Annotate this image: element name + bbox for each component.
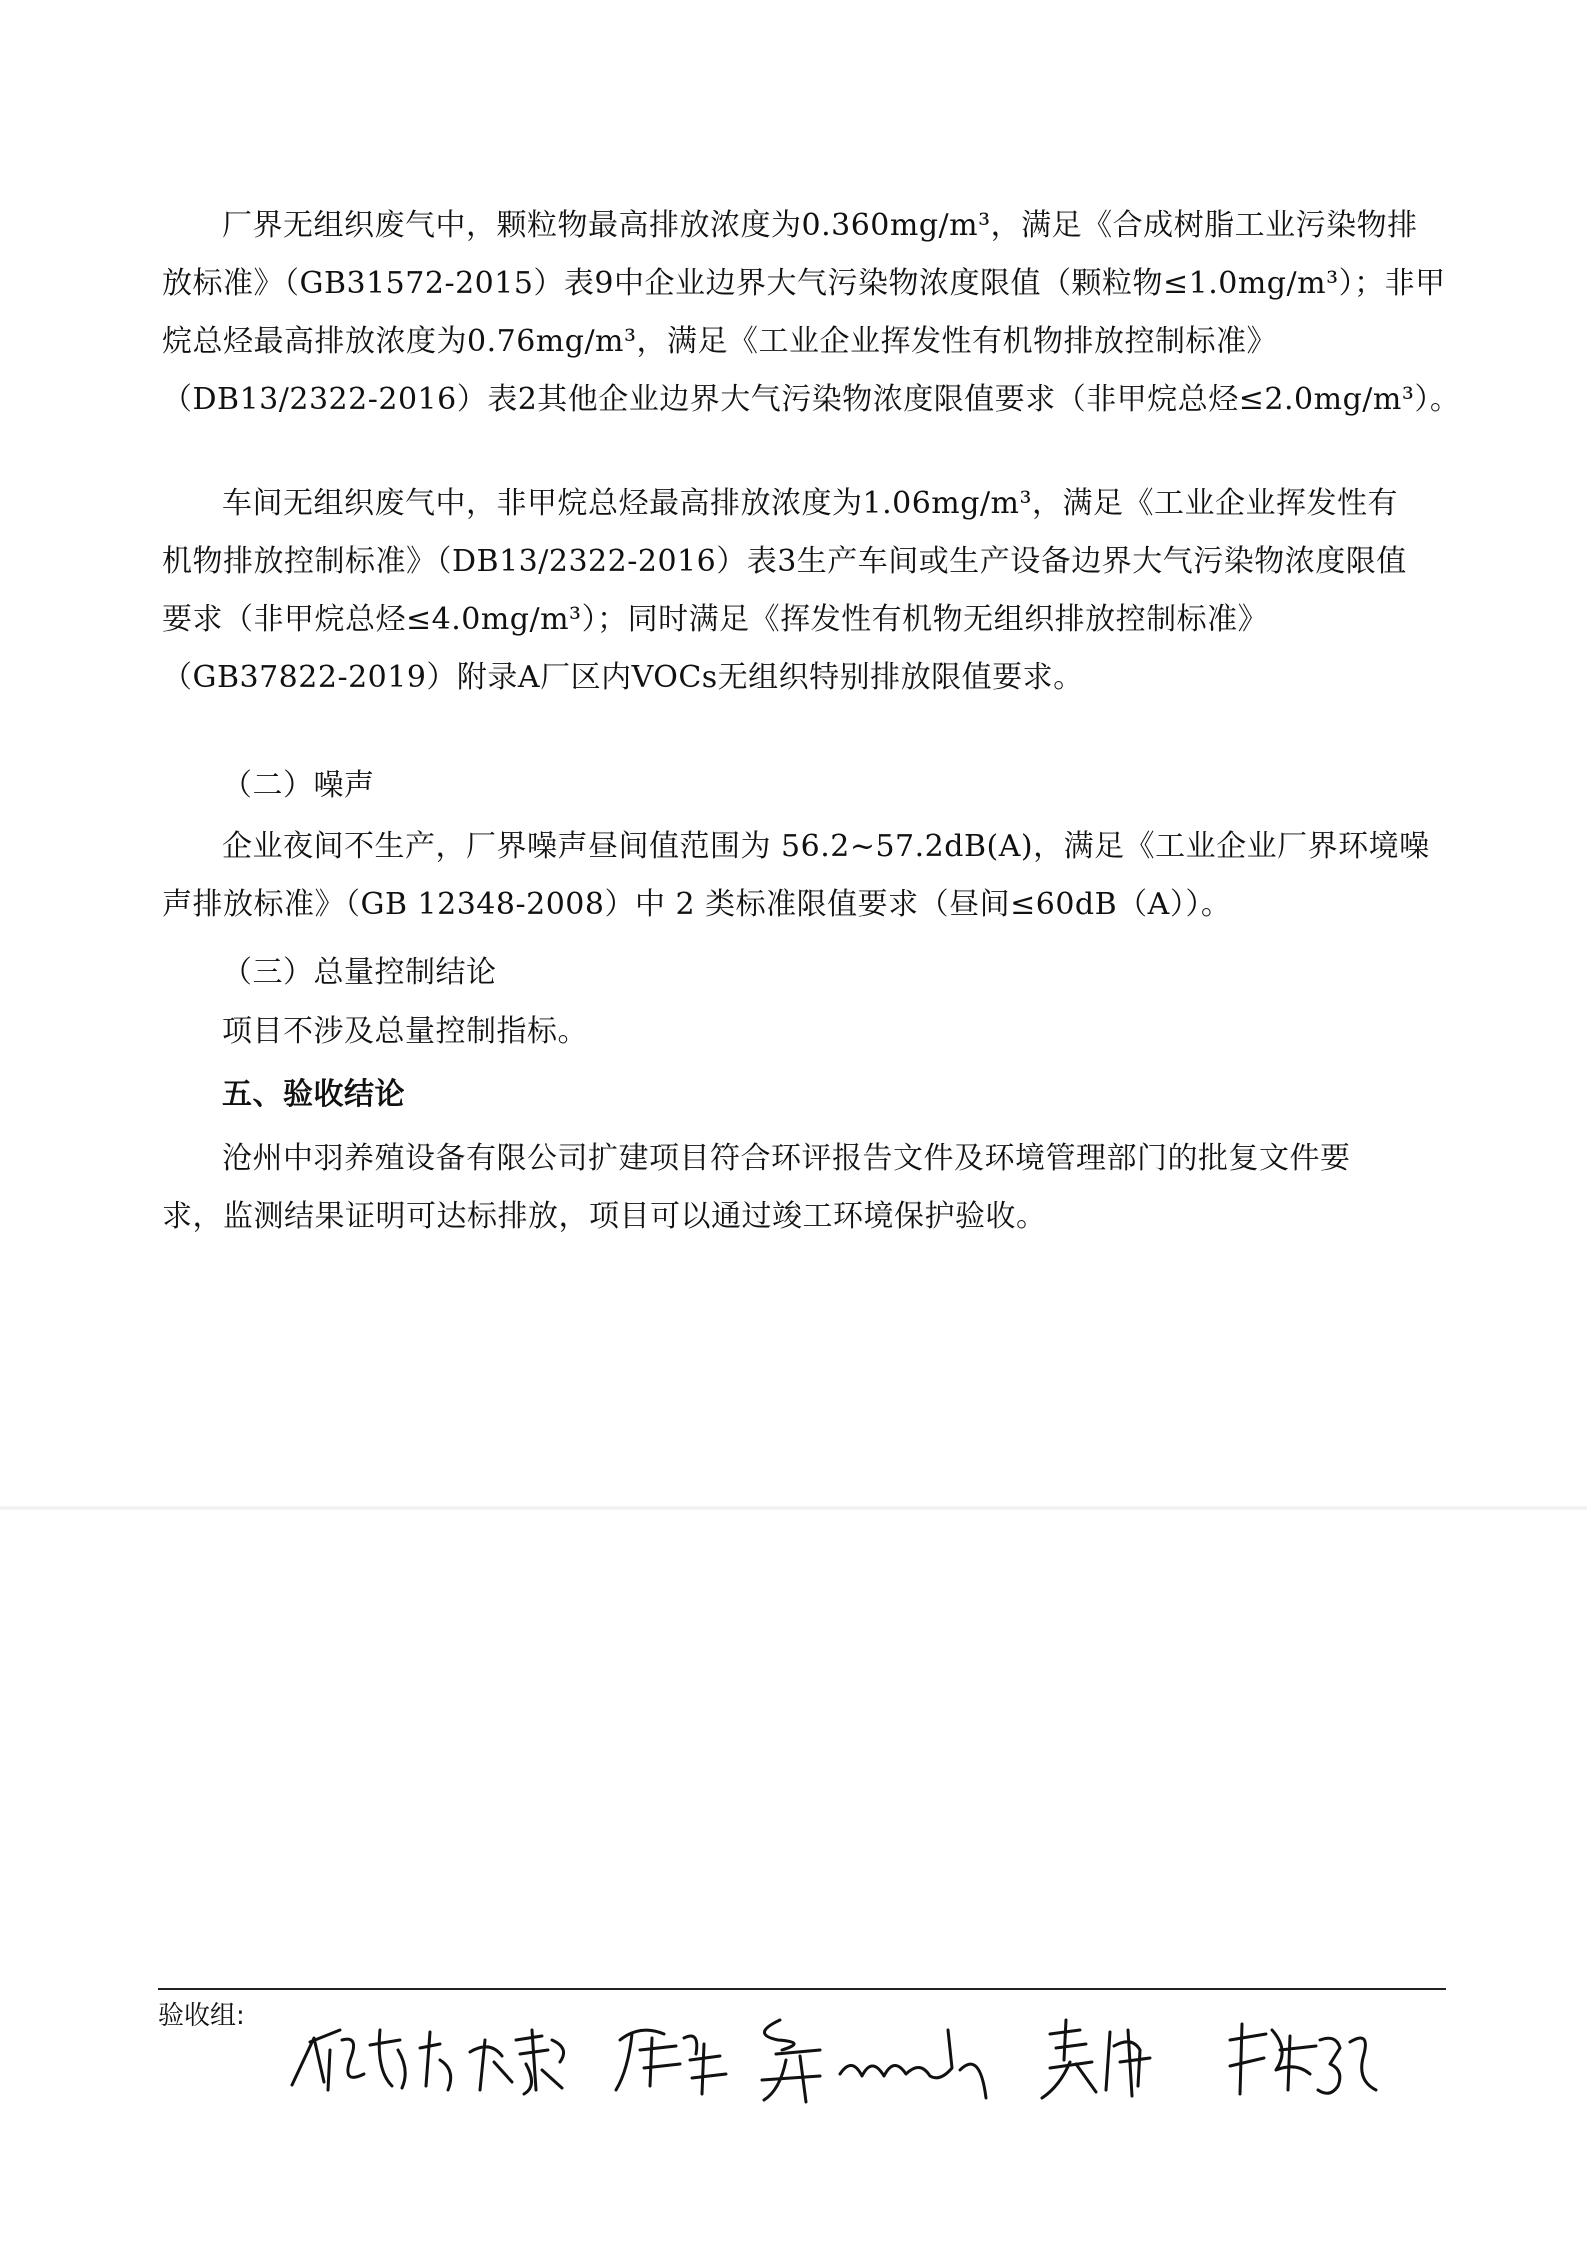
section-heading: 五、验收结论 <box>222 1077 405 1112</box>
signature-label: 验收组: <box>158 2001 245 2031</box>
signature-6 <box>1230 2024 1376 2094</box>
section-heading: （二）噪声 <box>222 768 375 803</box>
text-line: 求，监测结果证明可达标排放，项目可以通过竣工环境保护验收。 <box>162 1199 1047 1234</box>
paragraph-total-control <box>162 1003 1442 1061</box>
section-heading: （三）总量控制结论 <box>222 955 497 990</box>
paragraph-noise <box>162 818 1442 934</box>
text-line: 要求（非甲烷总烃≤4.0mg/m³）；同时满足《挥发性有机物无组织排放控制标准》 <box>162 602 1269 637</box>
text-line: 放标准》（GB31572-2015）表9中企业边界大气污染物浓度限值（颗粒物≤1.0mg/m³）；非甲 <box>162 266 1446 301</box>
paragraph-workshop-emissions <box>162 475 1442 707</box>
text-line: 车间无组织废气中，非甲烷总烃最高排放浓度为1.06mg/m³，满足《工业企业挥发性有 <box>222 486 1399 521</box>
signature-5 <box>1042 2020 1150 2098</box>
text-line: 项目不涉及总量控制指标。 <box>222 1014 588 1049</box>
signature-3 <box>616 2030 726 2094</box>
conclusion-heading <box>162 1066 1442 1124</box>
signature-4 <box>762 2020 986 2102</box>
text-line: 机物排放控制标准》（DB13/2322-2016）表3生产车间或生产设备边界大气污染物浓度限值 <box>162 544 1407 579</box>
text-line: 企业夜间不生产，厂界噪声昼间值范围为 56.2~57.2dB(A)，满足《工业企业厂界环境噪 <box>222 829 1430 864</box>
paragraph-boundary-emissions <box>162 197 1461 429</box>
scan-artifact <box>0 1506 1587 1510</box>
text-line: （GB37822-2019）附录A厂区内VOCs无组织特别排放限值要求。 <box>162 660 1084 695</box>
noise-heading <box>162 757 1442 815</box>
text-line: 烷总烃最高排放浓度为0.76mg/m³，满足《工业企业挥发性有机物排放控制标准》 <box>162 324 1278 359</box>
paragraph-conclusion <box>162 1130 1442 1246</box>
text-line: （DB13/2322-2016）表2其他企业边界大气污染物浓度限值要求（非甲烷总烃≤2.0mg/m³）。 <box>162 382 1461 417</box>
signature-2 <box>470 2030 564 2094</box>
signature-1 <box>292 2030 451 2090</box>
text-line: 声排放标准》（GB 12348-2008）中 2 类标准限值要求（昼间≤60dB（A））。 <box>162 887 1232 922</box>
handwritten-signatures <box>280 1990 1450 2110</box>
text-line: 厂界无组织废气中，颗粒物最高排放浓度为0.360mg/m³，满足《合成树脂工业污染物排 <box>222 208 1418 243</box>
total-control-heading <box>162 944 1442 1002</box>
text-line: 沧州中羽养殖设备有限公司扩建项目符合环评报告文件及环境管理部门的批复文件要 <box>222 1141 1351 1176</box>
